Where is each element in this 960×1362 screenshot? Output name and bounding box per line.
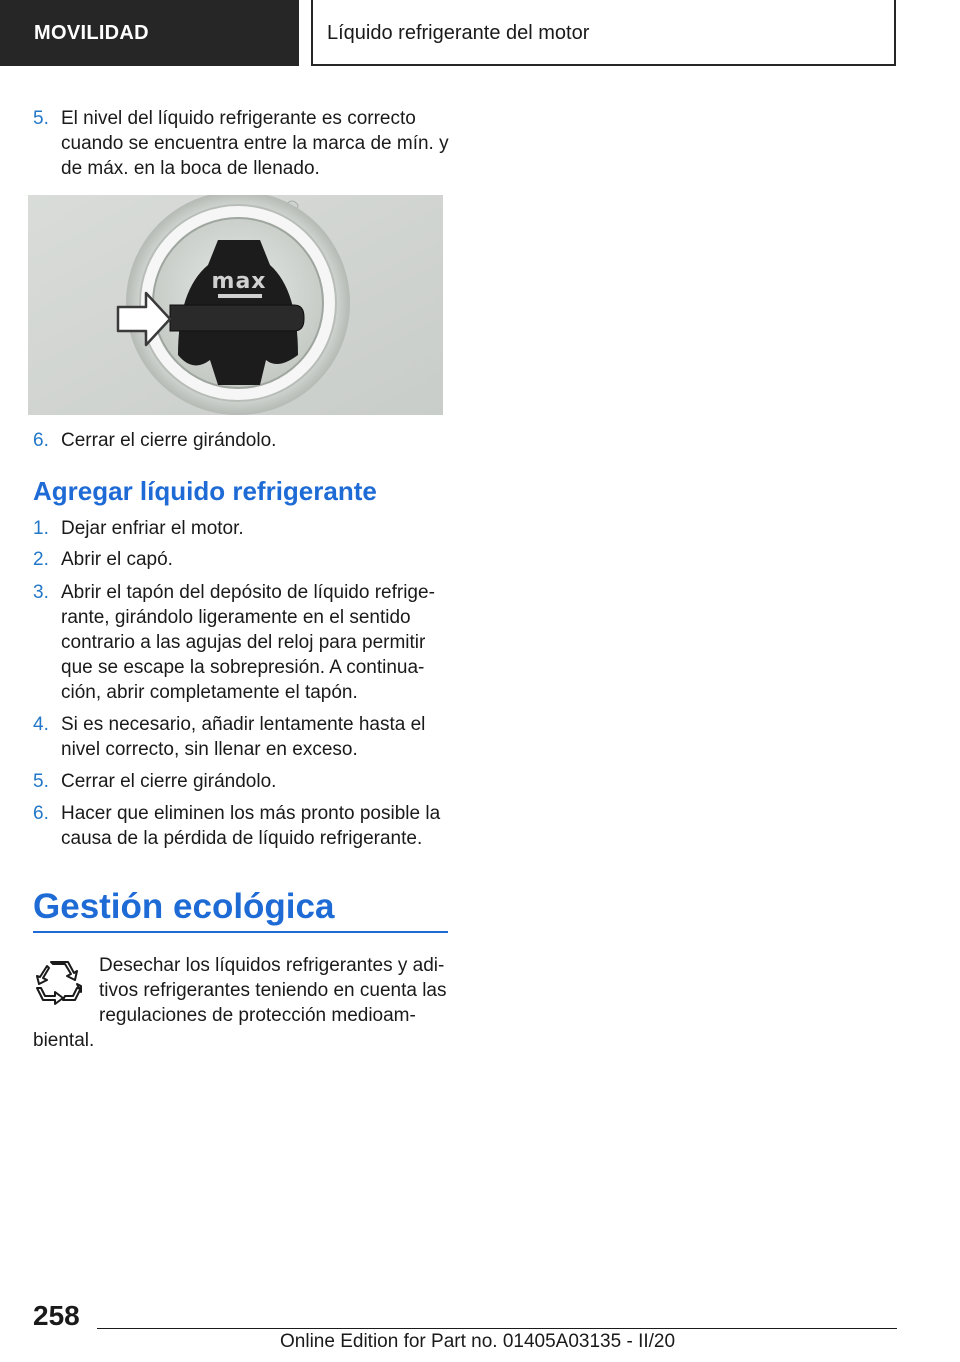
section-tab	[0, 0, 299, 66]
step-text: Abrir el capó.	[61, 549, 173, 570]
step-number: 5.	[33, 108, 49, 129]
step-number: 6.	[33, 430, 49, 451]
step-item	[33, 712, 453, 762]
step-text: Cerrar el cierre girándolo.	[61, 771, 277, 792]
step-item	[33, 769, 453, 794]
section-title: MOVILIDAD	[34, 22, 149, 44]
svg-text:max: max	[211, 269, 267, 294]
step-item	[33, 801, 453, 851]
step-item	[33, 516, 453, 541]
step-number: 6.	[33, 803, 49, 824]
chapter-title: Líquido refrigerante del motor	[327, 22, 590, 44]
step-number: 4.	[33, 714, 49, 735]
step-text: Si es necesario, añadir lentamente hasta el nivel correcto, sin llenar en exceso.	[61, 714, 426, 760]
step-number: 2.	[33, 549, 49, 570]
step-text: Abrir el tapón del depósito de líquido refrigerante, girándolo ligeramente en el sentido contrario a las agujas del reloj para permitir que se escape la sobrepresión. A continuación, abrir completamente el tapón.	[61, 582, 435, 703]
step-item	[33, 580, 453, 705]
step-text: Hacer que eliminen los más pronto posible la causa de la pérdida de líquido refrigerante.	[61, 803, 441, 849]
eco-text: Desechar los líquidos refrigerantes y aditivos refrigerantes teniendo en cuenta las regulaciones de protección medioambiental.	[33, 955, 447, 1051]
step-item	[33, 428, 453, 453]
footer-rule	[97, 1328, 897, 1329]
step-text: El nivel del líquido refrigerante es correcto cuando se encuentra entre la marca de mín. y de máx. en la boca de llenado.	[61, 108, 449, 179]
step-number: 1.	[33, 518, 49, 539]
page-number: 258	[33, 1300, 80, 1331]
eco-paragraph	[33, 953, 451, 1053]
recycle-icon	[33, 958, 85, 1010]
heading-rule	[33, 931, 448, 933]
section-heading: Gestión ecológica	[33, 887, 335, 926]
step-text: Cerrar el cierre girándolo.	[61, 430, 277, 451]
coolant-level-figure	[28, 195, 443, 415]
edition-note: Online Edition for Part no. 01405A03135 - II/20	[280, 1331, 676, 1352]
step-item	[33, 106, 453, 181]
chapter-tab	[311, 0, 896, 66]
step-number: 5.	[33, 771, 49, 792]
coolant-filler-neck-illustration	[28, 195, 443, 415]
step-item	[33, 547, 453, 572]
step-text: Dejar enfriar el motor.	[61, 518, 244, 539]
step-number: 3.	[33, 582, 49, 603]
subsection-heading: Agregar líquido refrigerante	[33, 476, 377, 506]
page-header	[0, 0, 960, 66]
